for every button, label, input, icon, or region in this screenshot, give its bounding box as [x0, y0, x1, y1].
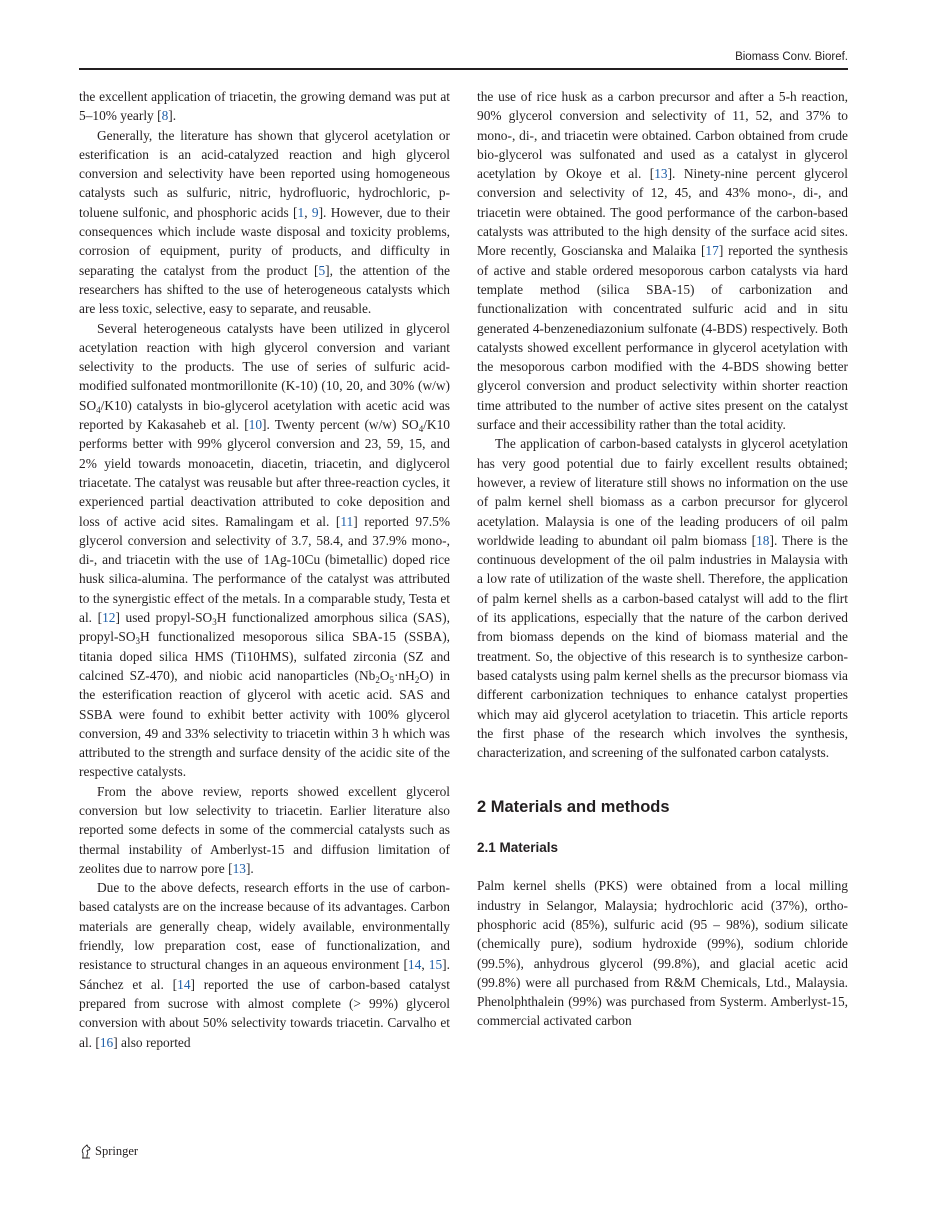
- text-run: Several heterogeneous catalysts have been utilized in glycerol acetylation reaction with high glycerol conversion and variant selectivity to the products. The use of series of sulfuric acid-modified sulfonated montmorillonite (K-10) (10, 20, and 30% (w/w) SO: [79, 320, 450, 413]
- text-run: ]. Twenty percent (w/w) SO: [262, 417, 419, 433]
- text-run: Generally, the literature has shown that glycerol acetylation or esterification is an acid-catalyzed reaction and high glycerol conversion and selectivity have been reported using homogeneous catalysts such as sulfuric, nitric, hydrofluoric, hydrochloric, p-toluene sulfonic, and phosphoric acids [: [79, 127, 450, 220]
- subscript: 3: [135, 636, 141, 647]
- text-run: H functionalized amorphous silica (SAS), propyl-SO: [79, 610, 450, 645]
- text-run: /K10) catalysts in bio-glycerol acetylation with acetic acid was reported by Kakasaheb et al. [: [79, 397, 450, 433]
- citation-link[interactable]: 10: [248, 417, 263, 433]
- text-run: ], the attention of the researchers has shifted to the use of heterogeneous catalysts which are less toxic, selective, easy to separate, and reusable.: [79, 262, 450, 317]
- citation-link[interactable]: 18: [756, 532, 770, 548]
- text-run: ] used propyl-SO: [115, 610, 213, 626]
- citation-link[interactable]: 11: [340, 513, 354, 529]
- citation-link[interactable]: 16: [99, 1034, 114, 1050]
- text-run: ,: [304, 204, 312, 220]
- subscript: 2: [375, 674, 380, 685]
- text-run: /K10 performs better with 99% glycerol conversion and 23, 59, 15, and 2% yield towards monoacetin, diacetin, triacetin, and diglycerol triacetate. The catalyst was reusable but after three-reaction cycles, it experienced partial deactivation attributed to coke deposition and loss of active acid sites. Ramalingam et al. [: [79, 417, 450, 529]
- journal-name: Biomass Conv. Bioref.: [735, 51, 848, 63]
- text-run: O) in the esterification reaction of glycerol with acetic acid. SAS and SSBA were found to exhibit better activity with 100% glycerol conversion, 49 and 33% selectivity to triacetin within 3 h which was attributed to the strength and surface density of the acidic site of the respective catalysts.: [79, 667, 450, 780]
- text-run: The application of carbon-based catalysts in glycerol acetylation has very good potential due to fairly excellent results obtained; however, a review of literature still shows no information on the use of palm kernel shell biomass as a carbon precursor for glycerol acetylation. Malaysia is one of the leading producers of oil palm worldwide leading to abundant oil palm biomass [: [477, 436, 848, 548]
- citation-link[interactable]: 12: [102, 610, 116, 626]
- text-run: ].: [245, 860, 254, 876]
- paragraph: [79, 319, 450, 782]
- header-rule: [79, 68, 848, 70]
- text-run: ] reported the synthesis of active and stable ordered mesoporous carbon catalysts via hard template method (silica SBA-15) of carbonization and functionalization with concentrated sulfuric acid and in situ generated 4-benzenediazonium sulfonate (4-BDS) respectively. Both catalysts showed excellent performance in glycerol acetylation with the mesoporous carbon modified with the 4-BDS showing better glycerol conversion and product selectivity within shorter reaction time attributed to the number of active sites present on the catalyst surface and their accessibility rather than the total acidity.: [477, 243, 848, 433]
- subsection-heading: 2.1 Materials: [477, 840, 559, 856]
- subscript: 4: [418, 424, 424, 435]
- publisher-name: Springer: [95, 1144, 139, 1158]
- text-run: ].: [168, 108, 177, 124]
- subscript: 4: [96, 404, 101, 415]
- text-run: From the above review, reports showed excellent glycerol conversion but low selectivity to triacetin. Earlier literature also reported some defects in some of the commercial catalysts such as thermal instability of Amberlyst-15 and diffusion limitation of zeolites due to narrow pore [: [79, 783, 450, 876]
- left-column: [79, 87, 450, 1052]
- paragraph: [477, 87, 848, 434]
- citation-link[interactable]: 1: [297, 204, 305, 220]
- page-footer: [80, 1144, 138, 1159]
- springer-horse-icon: [80, 1144, 92, 1159]
- subscript: 2: [414, 674, 420, 685]
- text-run: ]. However, due to their consequences which include waste disposal and toxicity problems, corrosion of equipment, purity of products, and difficulty in separating the catalyst from the product [: [79, 204, 450, 278]
- citation-link[interactable]: 14: [407, 957, 422, 973]
- text-run: the excellent application of triacetin, the growing demand was put at 5–10% yearly [: [79, 89, 450, 124]
- citation-link[interactable]: 14: [177, 976, 191, 992]
- paragraph: [477, 434, 848, 762]
- paragraph: [79, 782, 450, 878]
- text-run: ] also reported: [113, 1034, 191, 1050]
- text-run: ] reported 97.5% glycerol conversion and selectivity of 3.7, 58.4, and 37.9% mono-, di-, and triacetin with the use of 1Ag-10Cu (bimetallic) doped rice husk silica-alumina. The performance of the catalyst was attributed to the synergistic effect of the metals. In a comparable study, Testa et al. [: [79, 513, 450, 626]
- citation-link[interactable]: 15: [428, 957, 443, 973]
- paragraph: [79, 126, 450, 319]
- subscript: 3: [212, 617, 217, 628]
- paragraph: [477, 876, 848, 1030]
- citation-link[interactable]: 13: [654, 166, 668, 182]
- citation-link[interactable]: 5: [318, 262, 326, 278]
- text-run: ]. There is the continuous development of the oil palm industries in Malaysia with a low rate of utilization of the waste shell. Therefore, the application of palm kernel shells as a carbon-based catalyst will add to the flirt of its applications, especially that the nature of the carbon derived from biomass depends on the kind of biomass material and the treatment. So, the objective of this research is to synthesize carbon-based catalysts using palm kernel shells as the precursor biomass via different carbonization techniques to enhance catalyst properties which may aid glycerol acetylation to triacetin. This article reports the first phase of the research which involves the synthesis, characterization, and screening of the sulfonated carbon catalysts.: [477, 532, 848, 761]
- text-run: ]. Ninety-nine percent glycerol conversion and selectivity of 12, 45, and 43% mono-, di-, and triacetin were obtained. The good performance of the carbon-based catalysts was attributed to the high density of the surface acid sites. More recently, Goscianska and Malaika [: [477, 166, 848, 259]
- text-run: Palm kernel shells (PKS) were obtained from a local milling industry in Selangor, Malaysia; hydrochloric acid (37%), ortho-phosphoric acid (85%), sulfuric acid (95 – 98%), sodium silicate (chemically pure), sodium hydroxide (99%), sodium chloride (99.5%), anhydrous glycerol (99.8%), and glacial acetic acid (99.8%) were all purchased from R&M Chemicals, Ltd., Malaysia. Phenolphthalein (99%) was purchased from Systerm. Amberlyst-15, commercial activated carbon: [477, 878, 848, 1029]
- text-run: H functionalized mesoporous silica SBA-15 (SSBA), titania doped silica HMS (Ti10HMS), sulfated zirconia (SZ and calcined SZ-470), and niobic acid nanoparticles (Nb: [79, 629, 450, 683]
- text-run: ]. Sánchez et al. [: [79, 957, 450, 992]
- section-heading: 2 Materials and methods: [477, 798, 670, 817]
- paragraph: [79, 878, 450, 1052]
- text-run: Due to the above defects, research efforts in the use of carbon-based catalysts are on the increase because of its advantages. Carbon materials are generally cheap, widely available, environmentally friendly, low preparation cost, ease of functionalization, and resistance to structural changes in an aqueous environment [: [79, 880, 450, 973]
- text-run: O: [379, 667, 390, 683]
- paragraph: [79, 87, 450, 126]
- text-run: ·nH: [394, 667, 415, 683]
- text-run: ] reported the use of carbon-based catalyst prepared from sucrose with almost complete (> 99%) glycerol conversion with about 50% selectivity towards triacetin. Carvalho et al. [: [79, 976, 450, 1050]
- citation-link[interactable]: 17: [705, 243, 719, 259]
- text-run: ,: [421, 957, 429, 973]
- text-run: the use of rice husk as a carbon precursor and after a 5-h reaction, 90% glycerol conversion and selectivity of 11, 52, and 37% to mono-, di-, and triacetin were obtained. Carbon obtained from crude bio-glycerol was sulfonated and used as a catalyst in glycerol acetylation by Okoye et al. [: [477, 89, 848, 182]
- citation-link[interactable]: 8: [161, 108, 169, 124]
- right-column: [477, 87, 848, 1031]
- subscript: 5: [389, 674, 395, 685]
- citation-link[interactable]: 9: [311, 204, 319, 220]
- citation-link[interactable]: 13: [232, 860, 246, 876]
